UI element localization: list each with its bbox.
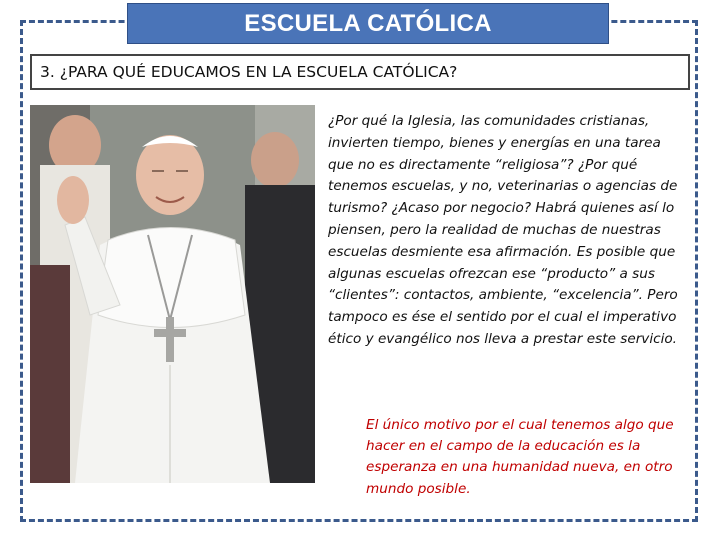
slide-title: ESCUELA CATÓLICA	[127, 3, 609, 44]
section-heading: 3. ¿PARA QUÉ EDUCAMOS EN LA ESCUELA CATÓLICA?	[30, 54, 690, 90]
body-paragraph: ¿Por qué la Iglesia, las comunidades cristianas, invierten tiempo, bienes y energías en una tarea que no es directamente “religiosa”? ¿Por qué tenemos escuelas, y no, veterinarias o agencias de turismo? ¿Acaso por negocio? Habrá quienes así lo piensen, pero la realidad de muchas de nuestras escuelas desmiente esa afirmación. Es posible que algunas escuelas ofrezcan ese “producto” a sus “clientes”: contactos, ambiente, “excelencia”. Pero tampoco es ése el sentido por el cual el imperativo ético y evangélico nos lleva a prestar este servicio.	[328, 113, 678, 347]
pope-photo	[30, 105, 315, 483]
highlight-paragraph: El único motivo por el cual tenemos algo que hacer en el campo de la educación es la esperanza en una humanidad nueva, en otro mundo posible.	[366, 417, 674, 497]
